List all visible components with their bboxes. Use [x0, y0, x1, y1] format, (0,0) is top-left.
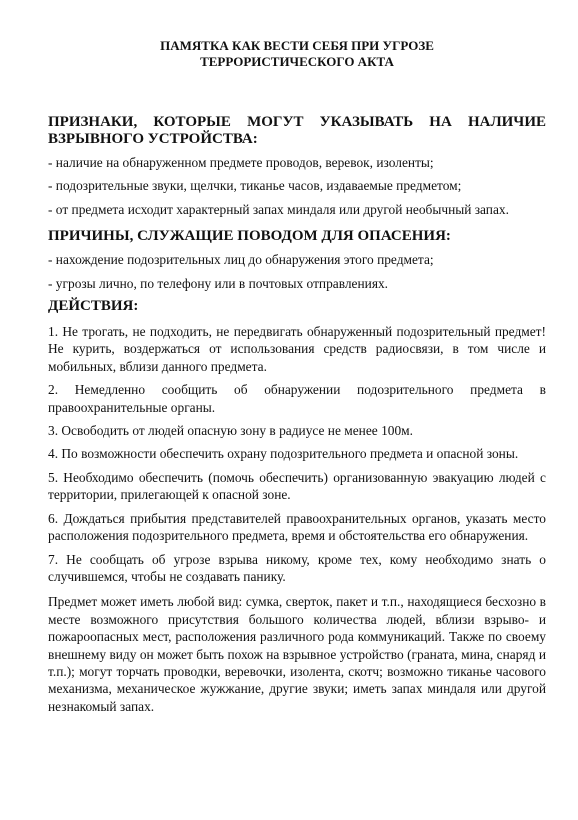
reasons-item: - угрозы лично, по телефону или в почтовых отправлениях.: [48, 275, 389, 291]
action-item: 1. Не трогать, не подходить, не передвигать обнаруженный подозрительный предмет! Не курить, воздержаться от использования средств радиосвязи, в том числе и мобильных, вблизи данного предмета.: [48, 324, 546, 374]
action-item: 7. Не сообщать об угрозе взрыва никому, кроме тех, кому необходимо знать о случившемся, чтобы не создавать панику.: [48, 551, 546, 584]
actions-heading: ДЕЙСТВИЯ:: [48, 298, 139, 315]
signs-item: - наличие на обнаруженном предмете проводов, веревок, изоленты;: [48, 155, 434, 170]
reasons-item: - нахождение подозрительных лиц до обнаружения этого предмета;: [48, 252, 434, 268]
action-item: 3. Освободить от людей опасную зону в радиусе не менее 100м.: [48, 423, 413, 439]
closing-paragraph: Предмет может иметь любой вид: сумка, сверток, пакет и т.п., находящиеся бесхозно в месте возможного присутствия большого количества людей, вблизи взрыво- и пожароопасных мест, расположения различного рода коммуникаций. Также по своему внешнему виду он может быть похож на взрывное устройство (граната, мина, снаряд и т.п.); могут торчать проводки, веревочки, изолента, скотч; возможно тиканье часового механизма, механическое жужжание, другие звуки; иметь запах миндаля или другой незнакомый запах.: [48, 594, 546, 714]
title-line-2: ТЕРРОРИСТИЧЕСКОГО АКТА: [200, 54, 394, 69]
action-item: 5. Необходимо обеспечить (помочь обеспечить) организованную эвакуацию людей с территории, прилегающей к опасной зоне.: [48, 469, 546, 503]
signs-item: - подозрительные звуки, щелчки, тиканье часов, издаваемые предметом;: [48, 178, 462, 194]
reasons-heading: ПРИЧИНЫ, СЛУЖАЩИЕ ПОВОДОМ ДЛЯ ОПАСЕНИЯ:: [48, 228, 451, 245]
action-item: 4. По возможности обеспечить охрану подозрительного предмета и опасной зоны.: [48, 446, 519, 462]
document-title: [48, 38, 546, 70]
signs-heading: ПРИЗНАКИ, КОТОРЫЕ МОГУТ УКАЗЫВАТЬ НА НАЛИЧИЕ ВЗРЫВНОГО УСТРОЙСТВА:: [48, 114, 546, 147]
action-item: 2. Немедленно сообщить об обнаружении подозрительного предмета в правоохранительные органы.: [48, 382, 546, 415]
signs-item: - от предмета исходит характерный запах миндаля или другой необычный запах.: [48, 201, 509, 217]
title-line-1: ПАМЯТКА КАК ВЕСТИ СЕБЯ ПРИ УГРОЗЕ: [160, 38, 434, 53]
action-item: 6. Дождаться прибытия представителей правоохранительных органов, указать место расположения подозрительного предмета, время и обстоятельства его обнаружения.: [48, 510, 546, 544]
